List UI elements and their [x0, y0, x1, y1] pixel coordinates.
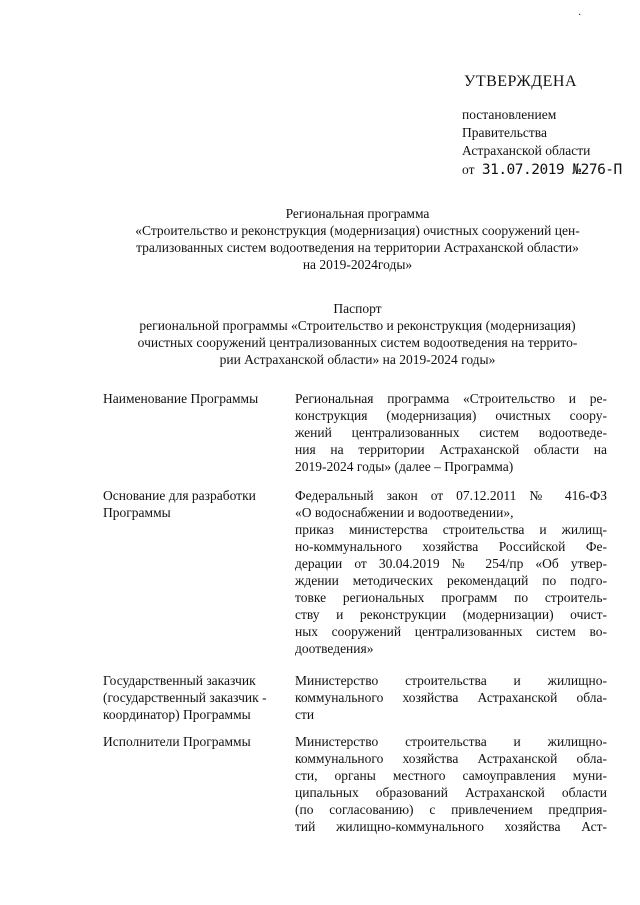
approval-date-handwritten: 31.07.2019 №276-П [481, 162, 622, 178]
row-value-line: Министерство строительства и жилищно- [295, 734, 607, 749]
approval-line: постановлением [462, 107, 557, 122]
row-label [103, 672, 281, 723]
row-value [295, 390, 607, 475]
row-label [103, 733, 281, 750]
row-value-line: ждении методических рекомендаций по подго- [295, 573, 607, 588]
row-value-line: приказ министерства строительства и жилищ- [295, 522, 607, 537]
passport-heading [95, 300, 620, 368]
row-value-line: ных сооружений централизованных систем во- [295, 624, 607, 639]
passport-heading-line: Паспорт [333, 301, 382, 316]
program-title-line: трализованных систем водоотведения на территории Астраханской области» [136, 240, 579, 255]
program-title [95, 205, 620, 273]
approval-line: Астраханской области [462, 143, 591, 158]
row-value-line: коммунального хозяйства Астраханской обла- [295, 690, 607, 705]
row-label [103, 487, 281, 521]
row-value-line: но-коммунального хозяйства Российской Фе- [295, 539, 607, 554]
row-value-line: ципальных образований Астраханской области [295, 785, 607, 800]
row-value-line: конструкция (модернизация) очистных соору- [295, 408, 607, 423]
passport-heading-line: рии Астраханской области» на 2019-2024 годы» [219, 352, 496, 367]
row-value [295, 733, 607, 835]
row-value-line: коммунального хозяйства Астраханской обла- [295, 751, 607, 766]
scan-mark: · [578, 10, 582, 21]
passport-heading-line: очистных сооружений централизованных систем водоотведения на террито- [137, 335, 578, 350]
row-value [295, 672, 607, 723]
row-label-line: Основание для разработки [103, 488, 256, 503]
row-value-line: Министерство строительства и жилищно- [295, 673, 607, 688]
program-title-line: «Строительство и реконструкция (модернизация) очистных сооружений цен- [135, 223, 580, 238]
row-value [295, 487, 607, 657]
row-value-line: товке региональных программ по строитель- [295, 590, 607, 605]
date-prefix: от [462, 162, 475, 177]
row-value-line: 2019-2024 годы» (далее – Программа) [295, 459, 514, 474]
program-title-line: Региональная программа [285, 206, 430, 221]
row-label-line: (государственный заказчик - [103, 690, 267, 705]
row-value-line: «О водоснабжении и водоотведении», [295, 505, 514, 520]
row-value-line: (по согласованию) с привлечением предприя- [295, 802, 607, 817]
row-label [103, 390, 281, 407]
row-value-line: Федеральный закон от 07.12.2011 № 416-ФЗ [295, 488, 607, 503]
row-value-line: тий жилищно-коммунального хозяйства Аст- [295, 819, 607, 834]
row-value-line: доотведения» [295, 641, 374, 656]
row-value-line: сти [295, 707, 315, 722]
row-label-line: Государственный заказчик [103, 673, 256, 688]
row-label-line: координатор) Программы [103, 707, 251, 722]
row-value-line: жений централизованных систем водоотведе- [295, 425, 607, 440]
approved-title: УТВЕРЖДЕНА [464, 73, 578, 90]
program-title-line: на 2019-2024годы» [302, 257, 413, 272]
approval-stamp [462, 73, 637, 180]
row-label-line: Программы [103, 505, 171, 520]
row-label-line: Исполнители Программы [103, 734, 251, 749]
row-value-line: дерации от 30.04.2019 № 254/пр «Об утвер- [295, 556, 607, 571]
passport-heading-line: региональной программы «Строительство и реконструкция (модернизация) [139, 318, 576, 333]
approval-line: Правительства [462, 125, 547, 140]
approval-date [462, 160, 637, 180]
row-label-line: Наименование Программы [103, 391, 259, 406]
row-value-line: Региональная программа «Строительство и ре- [295, 391, 607, 406]
row-value-line: ству и реконструкции (модернизации) очист- [295, 607, 607, 622]
row-value-line: ния на территории Астраханской области на [295, 442, 607, 457]
row-value-line: сти, органы местного самоуправления муни- [295, 768, 607, 783]
